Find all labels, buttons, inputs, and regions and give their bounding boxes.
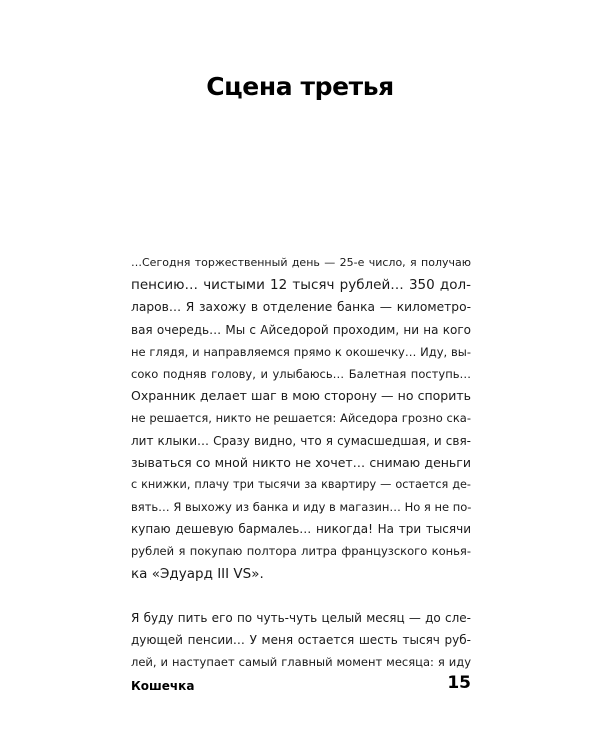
text-line: Охранник делает шаг в мою сторону — но спорить [131,388,471,404]
text-line: соко подняв голову, и улыбаюсь… Балетная поступь… [131,366,471,381]
text-line: лей, и наступает самый главный момент месяца: я иду [131,655,471,670]
text-line: лит клыки… Сразу видно, что я сумасшедшая, и свя- [131,433,471,448]
text-line: ларов… Я захожу в отделение банка — километро- [131,300,471,315]
text-line: не решается, никто не решается: Айседора грозно ска- [131,411,471,426]
text-line: вая очередь… Мы с Айседорой проходим, ни на кого [131,322,471,337]
paragraph-spacer [131,585,471,607]
text-line: с книжки, плачу три тысячи за квартиру — остается де- [131,477,471,491]
text-line: дующей пенсии… У меня остается шесть тысяч руб- [131,633,471,648]
paragraph [131,252,471,585]
text-line: не глядя, и направляемся прямо к окошечку… Иду, вы- [131,344,471,359]
body-text [131,252,471,674]
text-line: вять… Я выхожу из банка и иду в магазин… Но я не по- [131,500,472,515]
text-line: пенсию… чистыми 12 тысяч рублей… 350 дол- [131,277,471,294]
text-line: …Сегодня торжественный день — 25-е число, я получаю [131,256,471,269]
running-footer-title: Кошечка [131,679,195,693]
chapter-title: Сцена третья [206,72,394,101]
text-line: Я буду пить его по чуть-чуть целый месяц — до сле- [131,611,471,625]
text-line: купаю дешевую бармалеь… никогда! На три тысячи [131,522,471,537]
text-line: зываться со мной никто не хочет… снимаю деньги [131,454,471,470]
text-line: рублей я покупаю полтора литра французского конья- [131,544,471,559]
paragraph [131,607,471,674]
text-line: ка «Эдуард III VS». [131,565,264,582]
page-number: 15 [447,673,471,693]
